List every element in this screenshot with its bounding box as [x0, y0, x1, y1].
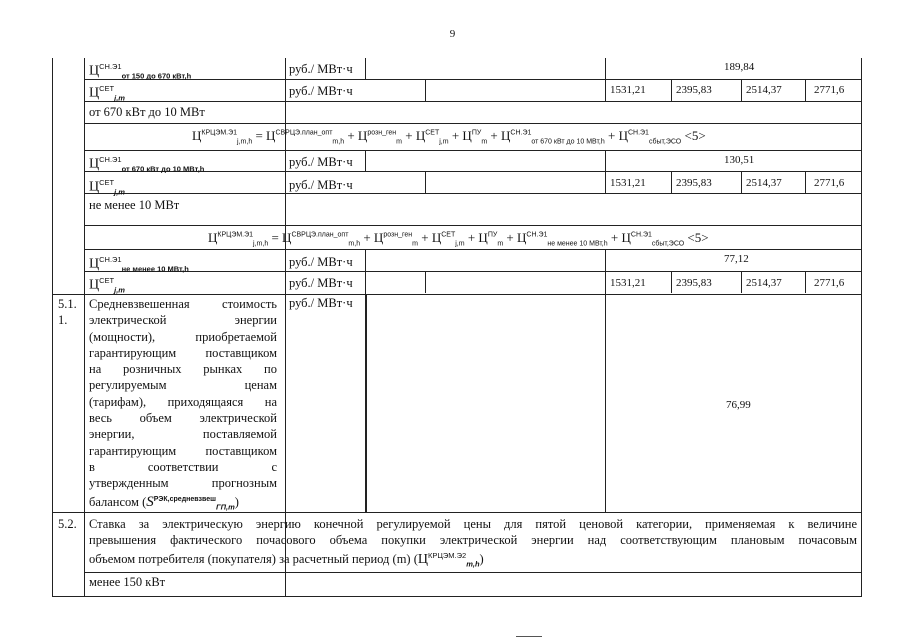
col-divider-unit — [365, 58, 366, 80]
formula-670: $Ц^{КРЦЭМ.Э1}_{j,m,h} = Ц^{СВРЦЭ.план\_опт}_{m,h} + Ц^{розн\_ген}_m + Ц^{СЕТ}_{j,m} + Ц^{ПУ}_m + Ц^{СН.Э1}_{от 670 кВт до 10 МВт,h} + Ц^{СН.Э1}_{сбыт,ЭСО} <5>$ — [192, 128, 706, 146]
tariff-value: 130,51 — [724, 154, 755, 166]
text-line: на розничных рынках по — [89, 362, 277, 377]
col-divider-v2 — [605, 150, 606, 194]
tariff-symbol: $Ц^{СЕТ}_{j,m}$ — [89, 276, 125, 295]
bottom-mark — [516, 636, 542, 637]
unit-label: руб./ МВт·ч — [289, 276, 353, 290]
col-divider-v3 — [671, 171, 672, 193]
col-divider-v5 — [805, 271, 806, 293]
formula-10: $Ц^{КРЦЭМ.Э1}_{j,m,h} = Ц^{СВРЦЭ.план\_опт}_{m,h} + Ц^{розн\_ген}_m + Ц^{СЕТ}_{j,m} + Ц^{ПУ}_m + Ц^{СН.Э1}_{не менее 10 МВт,h} + Ц^{СН.Э1}_{сбыт,ЭСО} <5>$ — [208, 230, 709, 248]
tariff-value-v3: 2514,37 — [746, 177, 782, 189]
tariff-symbol: $Ц^{СЕТ}_{j,m}$ — [89, 178, 125, 197]
text-line: утвержденным прогнозным — [89, 476, 277, 491]
row-divider — [53, 512, 861, 513]
unit-label: руб./ МВт·ч — [289, 296, 353, 310]
tariff-value: 77,12 — [724, 253, 749, 265]
row-divider — [53, 294, 861, 295]
text-line: электрической энергии — [89, 313, 277, 328]
col-divider-v1 — [425, 79, 426, 101]
row-divider — [84, 193, 861, 194]
col-divider-v4 — [741, 271, 742, 293]
text-line: превышения фактического почасового объема покупки электрической энергии над соответствующим плановым почасовым — [89, 533, 857, 547]
col-divider-v1 — [425, 171, 426, 193]
row-divider — [84, 271, 861, 272]
col-divider-v4 — [741, 171, 742, 193]
text-line: объемом потребителя (покупателя) за расчетный период (m) $(Ц^{КРЦЭМ.Э2}_{m,h})$ — [89, 551, 484, 569]
col-divider-v3 — [671, 79, 672, 101]
text-line: в соответствии с — [89, 459, 277, 474]
text-line: регулируемым ценам — [89, 378, 277, 393]
col-divider-v2 — [605, 294, 606, 512]
tariff-value: 76,99 — [726, 399, 751, 411]
row-divider — [84, 101, 861, 102]
text-line: Ставка за электрическую энергию конечной регулируемой цены для пятой ценовой категории, применяемая к величине — [89, 517, 857, 531]
section-heading: от 670 кВт до 10 МВт — [89, 105, 205, 119]
tariff-value-v4: 2771,6 — [814, 277, 845, 289]
text-line: Средневзвешенная стоимость — [89, 297, 277, 311]
text-line: гарантирующим поставщиком — [89, 345, 277, 360]
col-divider-v4 — [741, 79, 742, 101]
section-heading: менее 150 кВт — [89, 575, 166, 589]
tariff-symbol: $Ц^{СН.Э1}_{от 150 до 670 кВт,h}$ — [89, 62, 192, 81]
text-line: энергии, поставляемой — [89, 427, 277, 442]
col-divider-unit — [365, 150, 366, 172]
col-divider-v3 — [671, 271, 672, 293]
tariff-value-v3: 2514,37 — [746, 84, 782, 96]
row-divider — [84, 225, 861, 226]
row-divider — [84, 79, 861, 80]
unit-label: руб./ МВт·ч — [289, 155, 353, 169]
tariff-symbol: $Ц^{СН.Э1}_{от 670 кВт до 10 МВт,h}$ — [89, 155, 205, 174]
col-divider-number — [84, 58, 85, 596]
page-number: 9 — [449, 28, 456, 40]
tariff-value: 189,84 — [724, 61, 755, 73]
tariff-value-v3: 2514,37 — [746, 277, 782, 289]
item-number: 5.1. — [58, 297, 77, 311]
tariff-value-v4: 2771,6 — [814, 84, 845, 96]
unit-label: руб./ МВт·ч — [289, 84, 353, 98]
tariff-value-v1: 1531,21 — [610, 277, 646, 289]
col-divider-v5 — [805, 171, 806, 193]
col-divider-v1 — [366, 294, 367, 512]
text-line: весь объем электрической — [89, 411, 277, 426]
row-divider — [84, 123, 861, 124]
section-heading: не менее 10 МВт — [89, 198, 180, 212]
item-511-description — [89, 296, 277, 512]
tariff-symbol: $Ц^{СН.Э1}_{не менее 10 МВт,h}$ — [89, 255, 189, 274]
row-divider — [84, 150, 861, 151]
tariff-value-v4: 2771,6 — [814, 177, 845, 189]
tariff-value-v2: 2395,83 — [676, 84, 712, 96]
item-52-description — [89, 516, 857, 570]
tariff-symbol: $Ц^{СЕТ}_{j,m}$ — [89, 84, 125, 103]
row-divider — [84, 572, 861, 573]
text-line: (мощности), приобретаемой — [89, 329, 277, 344]
text-line: гарантирующим поставщиком — [89, 443, 277, 458]
tariff-value-v2: 2395,83 — [676, 277, 712, 289]
unit-label: руб./ МВт·ч — [289, 255, 353, 269]
tariff-value-v1: 1531,21 — [610, 84, 646, 96]
unit-label: руб./ МВт·ч — [289, 62, 353, 76]
text-line: балансом $(S^{РЭК,средневзвеш}_{ГП,m})$ — [89, 493, 239, 512]
unit-label: руб./ МВт·ч — [289, 178, 353, 192]
item-number: 5.2. — [58, 517, 77, 531]
item-number: 1. — [58, 313, 68, 327]
tariff-value-v1: 1531,21 — [610, 177, 646, 189]
row-divider — [84, 249, 861, 250]
tariff-value-v2: 2395,83 — [676, 177, 712, 189]
col-divider-v5 — [805, 79, 806, 101]
text-line: (тарифам), приходящаяся на — [89, 394, 277, 409]
col-divider-v1 — [425, 271, 426, 293]
